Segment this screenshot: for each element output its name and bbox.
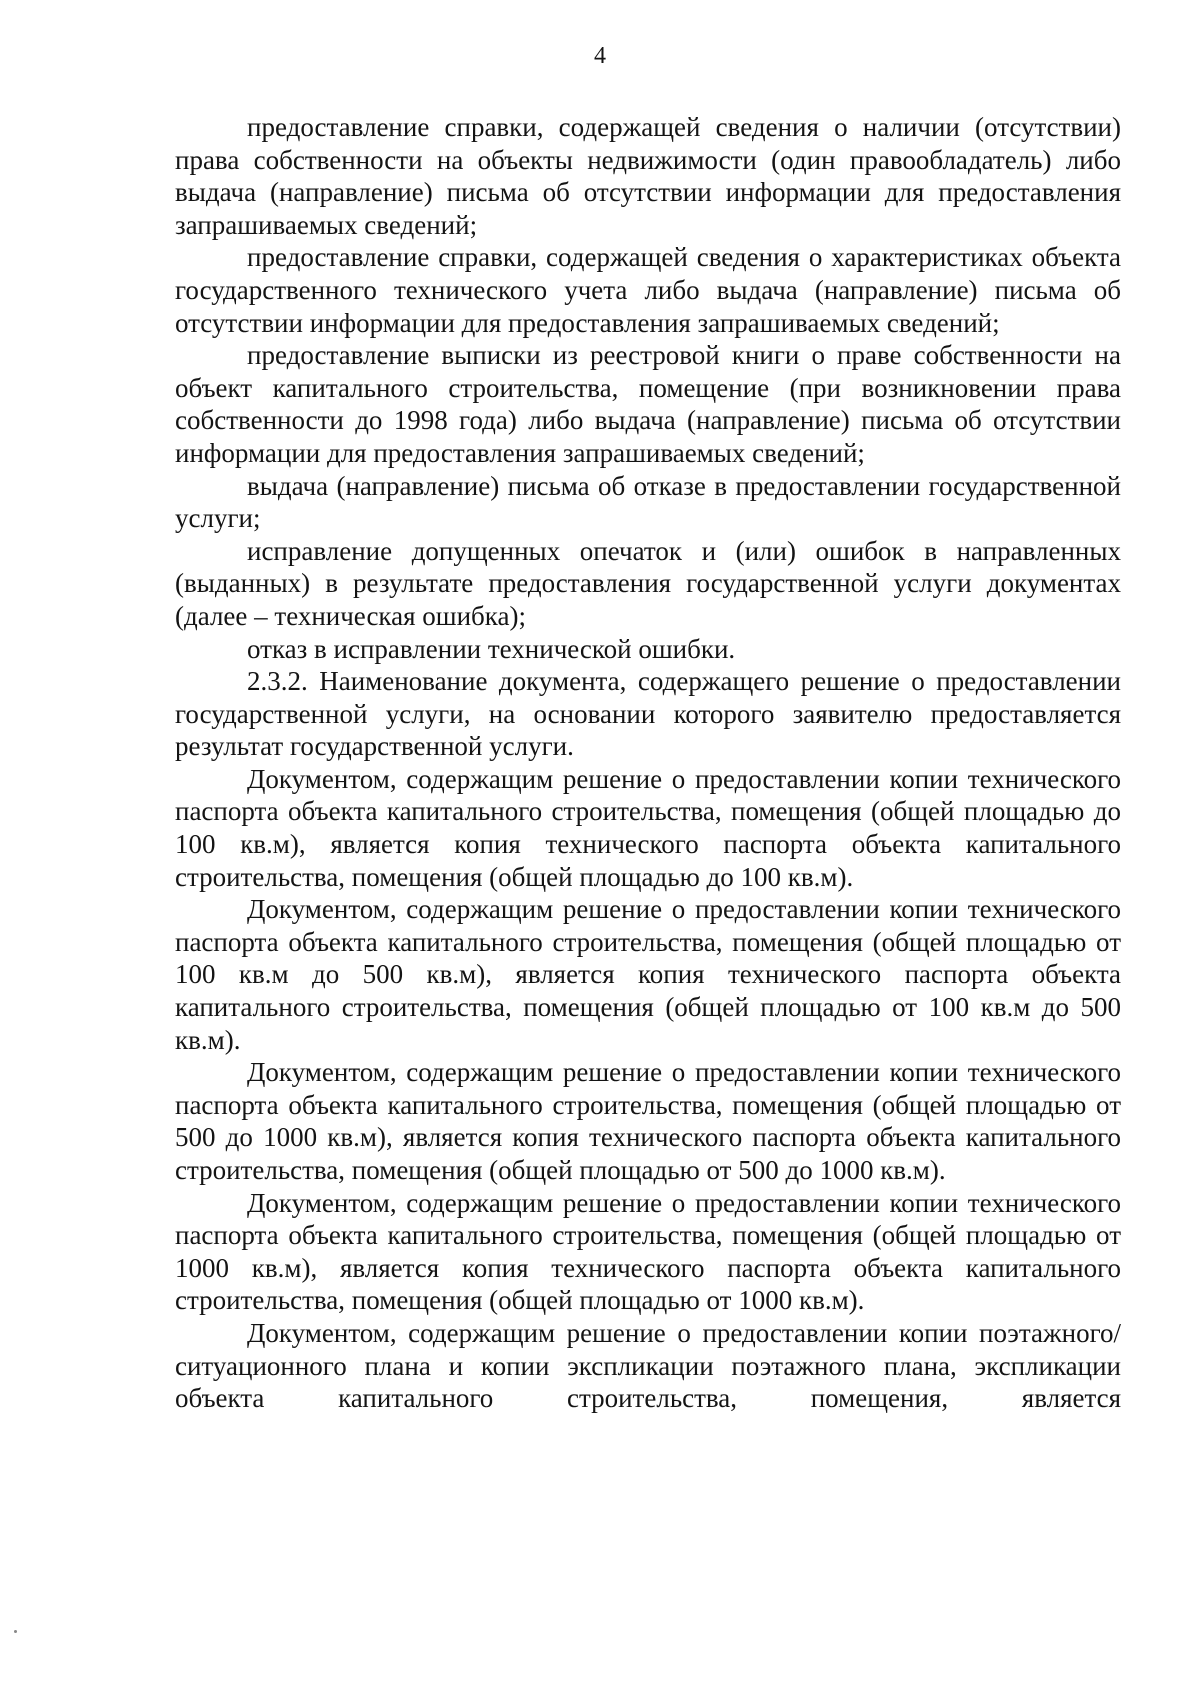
paragraph-passport-500-to-1000: Документом, содержащим решение о предоставлении копии технического паспорта объекта капитального строительства, помещения (общей площадью от 500 до 1000 кв.м), является копия технического паспорта объекта капитального строительства, помещения (общей площадью от 500 до 1000 кв.м). <box>175 1057 1121 1185</box>
paragraph-refusal-letter: выдача (направление) письма об отказе в предоставлении государственной услуги; <box>175 470 1121 534</box>
paragraph-floor-plan: Документом, содержащим решение о предоставлении копии поэтажного/ситуационного плана и копии экспликации поэтажного плана, экспликации объекта капитального строительства, помещения, является <box>175 1317 1121 1414</box>
paragraph-certificate-characteristics: предоставление справки, содержащей сведения о характеристиках объекта государственного технического учета либо выдача (направление) письма об отсутствии информации для предоставления запрашиваемых сведений; <box>175 242 1121 338</box>
paragraph-error-correction: исправление допущенных опечаток и (или) ошибок в направленных (выданных) в результате предоставления государственной услуги документах (далее – техническая ошибка); <box>175 535 1121 631</box>
page-number: 4 <box>594 43 606 69</box>
paragraph-correction-refusal: отказ в исправлении технической ошибки. <box>247 633 736 664</box>
paragraph-certificate-ownership: предоставление справки, содержащей сведения о наличии (отсутствии) права собственности на объекты недвижимости (один правообладатель) либо выдача (направление) письма об отсутствии информации для предоставления запрашиваемых сведений; <box>175 112 1121 240</box>
paragraph-passport-100-to-500: Документом, содержащим решение о предоставлении копии технического паспорта объекта капитального строительства, помещения (общей площадью от 100 кв.м до 500 кв.м), является копия технического паспорта объекта капитального строительства, помещения (общей площадью от 100 кв.м до 500 кв.м). <box>175 894 1121 1055</box>
document-body <box>175 111 1121 1415</box>
paragraph-passport-up-to-100: Документом, содержащим решение о предоставлении копии технического паспорта объекта капитального строительства, помещения (общей площадью до 100 кв.м), является копия технического паспорта объекта капитального строительства, помещения (общей площадью до 100 кв.м). <box>175 763 1121 892</box>
paragraph-passport-from-1000: Документом, содержащим решение о предоставлении копии технического паспорта объекта капитального строительства, помещения (общей площадью от 1000 кв.м), является копия технического паспорта объекта капитального строительства, помещения (общей площадью от 1000 кв.м). <box>175 1187 1121 1316</box>
paragraph-registry-extract: предоставление выписки из реестровой книги о праве собственности на объект капитального строительства, помещение (при возникновении права собственности до 1998 года) либо выдача (направление) письма об отсутствии информации для предоставления запрашиваемых сведений; <box>175 340 1121 468</box>
paragraph-section-2-3-2: 2.3.2. Наименование документа, содержащего решение о предоставлении государственной услуги, на основании которого заявителю предоставляется результат государственной услуги. <box>175 666 1121 762</box>
scan-speck <box>14 1630 17 1633</box>
